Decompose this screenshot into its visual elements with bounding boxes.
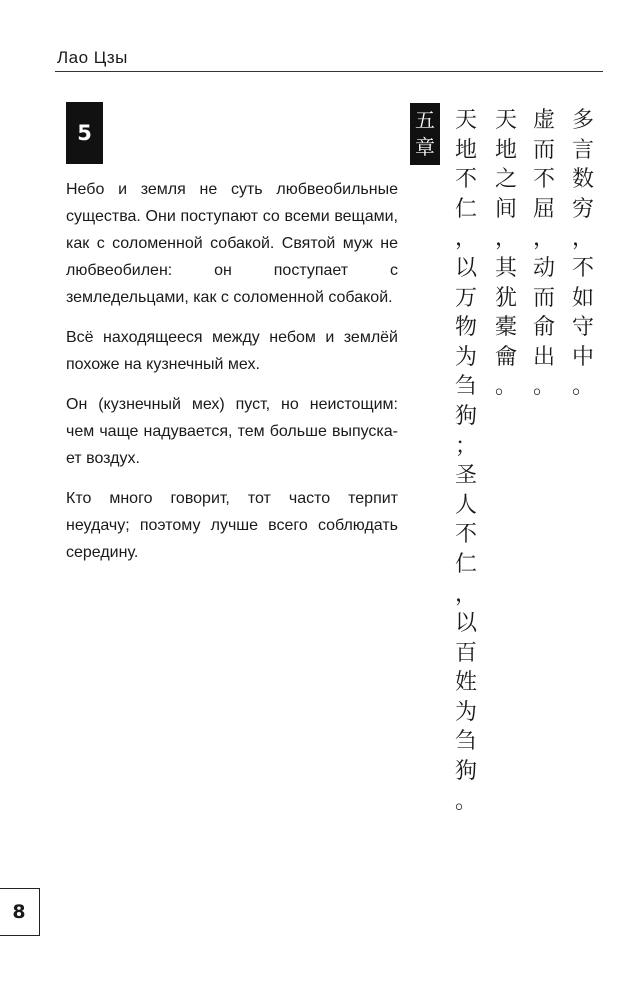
- chinese-char: 万: [454, 285, 477, 311]
- chinese-char: ，: [494, 226, 517, 252]
- chinese-char: 。: [571, 374, 594, 400]
- chinese-char: 地: [454, 137, 477, 163]
- chinese-char: 地: [494, 137, 517, 163]
- translation-paragraph: Кто много говорит, тот часто терпит неудачу; поэтому лучше всего соблюдать середину.: [66, 490, 398, 561]
- chinese-char: 刍: [454, 729, 477, 755]
- chinese-char: ，: [454, 581, 477, 607]
- chinese-char: 人: [454, 492, 477, 518]
- chinese-label-char: 章: [415, 135, 435, 159]
- chinese-column-1: [451, 106, 481, 816]
- chinese-char: 不: [532, 167, 555, 193]
- chinese-char: ，: [532, 226, 555, 252]
- chinese-char: ，: [571, 226, 594, 252]
- chinese-char: 而: [532, 285, 555, 311]
- chinese-char: 为: [454, 699, 477, 725]
- chinese-label-char: 五: [415, 108, 435, 132]
- chinese-char: 不: [454, 522, 477, 548]
- chinese-char: 圣: [454, 463, 477, 489]
- chinese-char: 中: [571, 344, 594, 370]
- translation-paragraph: Он (кузнечный мех) пуст, но неистощим: чем чаще надувается, тем больше выпускает воздух.: [66, 396, 398, 467]
- chinese-char: 不: [454, 167, 477, 193]
- running-head-title: Лао Цзы: [57, 48, 128, 67]
- chinese-char: ，: [454, 226, 477, 252]
- chinese-chapter-label: [410, 103, 440, 165]
- chinese-char: 橐: [494, 315, 517, 341]
- chinese-char: 天: [454, 108, 477, 133]
- chinese-char: 狗: [454, 759, 477, 785]
- chinese-char: 为: [454, 344, 477, 370]
- chinese-char: 以: [454, 611, 477, 637]
- chinese-char: 仁: [454, 196, 477, 222]
- header-rule: [55, 71, 603, 72]
- chinese-char: 。: [494, 374, 517, 400]
- chinese-char: 物: [454, 315, 477, 341]
- chinese-column-3: [529, 106, 559, 402]
- chinese-char: 姓: [454, 670, 477, 696]
- chinese-char: 多: [571, 108, 594, 133]
- page-number-box: [0, 888, 40, 936]
- chinese-char: 而: [532, 137, 555, 163]
- chinese-char: 动: [532, 255, 555, 281]
- chinese-char: 龠: [494, 344, 517, 370]
- chinese-column-2: [491, 106, 521, 402]
- chinese-char: 间: [494, 196, 517, 222]
- chinese-char: 言: [571, 137, 594, 163]
- translation-paragraph: Всё находящееся между небом и землёй похоже на кузнечный мех.: [66, 329, 398, 373]
- chinese-char: 。: [532, 374, 555, 400]
- chinese-char: 其: [494, 255, 517, 281]
- chapter-number: 5: [77, 121, 92, 145]
- chinese-char: 刍: [454, 374, 477, 400]
- chinese-char: 数: [571, 167, 594, 193]
- chinese-char: 仁: [454, 551, 477, 577]
- translation-paragraph: Небо и земля не суть любвеобильные существа. Они поступают со всеми вещами, как с соломенной собакой. Святой муж не любвеобилен: он поступает с земледельцами, как с соломенной собакой.: [66, 181, 398, 306]
- chinese-char: 之: [494, 167, 517, 193]
- chinese-char: 天: [494, 108, 517, 133]
- chinese-char: ；: [454, 433, 477, 459]
- chinese-char: 穷: [571, 196, 594, 222]
- chinese-char: 屈: [532, 196, 555, 222]
- chinese-char: 守: [571, 315, 594, 341]
- chapter-number-box: [66, 102, 103, 164]
- page-number: 8: [12, 901, 26, 923]
- chinese-char: 以: [454, 255, 477, 281]
- chinese-char: 出: [532, 344, 555, 370]
- chinese-char: 不: [571, 255, 594, 281]
- translation-text: [66, 176, 398, 579]
- chinese-column-4: [568, 106, 598, 402]
- chinese-char: 如: [571, 285, 594, 311]
- chinese-char: 虚: [532, 108, 555, 133]
- chinese-char: 犹: [494, 285, 517, 311]
- chinese-char: 狗: [454, 403, 477, 429]
- chinese-char: 俞: [532, 315, 555, 341]
- chinese-char: 。: [454, 788, 477, 814]
- chinese-char: 百: [454, 640, 477, 666]
